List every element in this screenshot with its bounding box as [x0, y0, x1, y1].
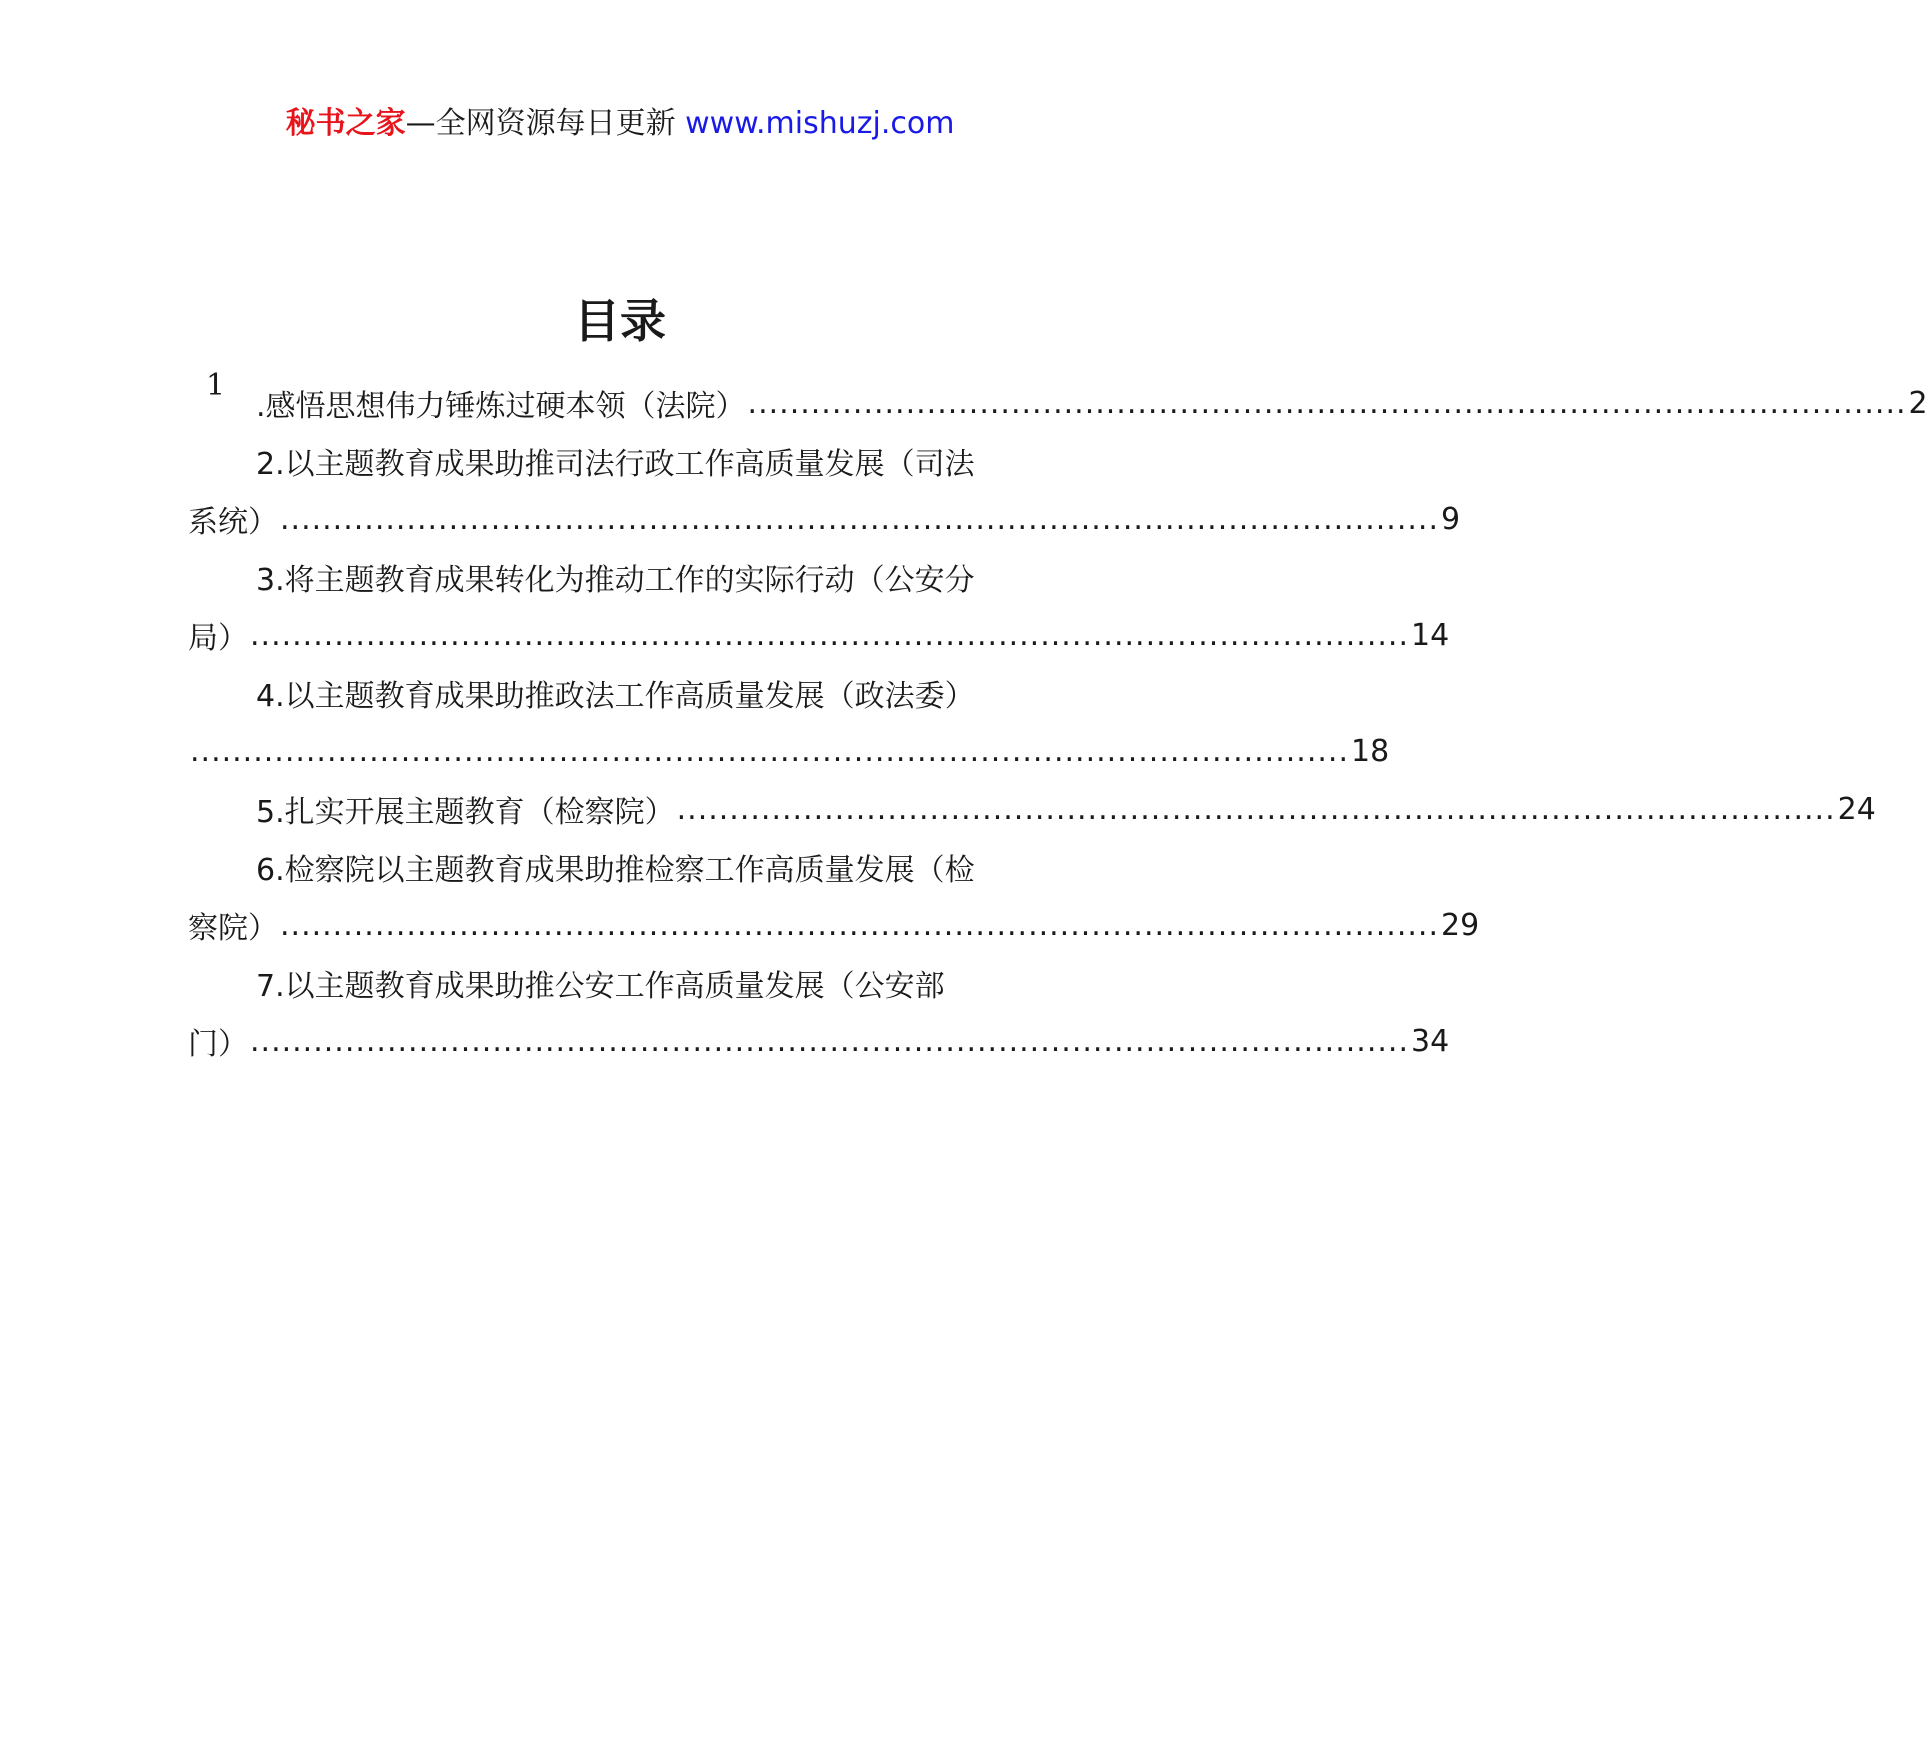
toc-entry-4[interactable]: [256, 668, 1056, 718]
website-link[interactable]: www.mishuzj.com: [685, 106, 955, 141]
toc-entry-6[interactable]: [256, 842, 1056, 892]
toc-leader-dots: ..............................................................................................................: [190, 733, 1349, 769]
toc-page-number: 29: [1440, 907, 1480, 943]
toc-entry-3[interactable]: [256, 552, 1056, 602]
toc-entry-text: 2.以主题教育成果助推司法行政工作高质量发展（司法: [256, 447, 975, 482]
toc-entry-text: 3.将主题教育成果转化为推动工作的实际行动（公安分: [256, 563, 975, 598]
toc-entry-1[interactable]: [256, 378, 1928, 428]
toc-entry-2[interactable]: [256, 436, 1056, 486]
toc-entry-text: 系统）: [188, 505, 278, 540]
toc-page-number: 18: [1350, 733, 1390, 769]
toc-entry-3-continuation[interactable]: [188, 610, 1450, 660]
toc-entry-4-continuation[interactable]: [188, 726, 1390, 776]
toc-entry-text: 6.检察院以主题教育成果助推检察工作高质量发展（检: [256, 853, 975, 888]
toc-page-number: 9: [1440, 501, 1461, 537]
page-title: 目录: [574, 294, 666, 348]
toc-page-number: 2: [1908, 385, 1928, 421]
toc-entry-text: 5.扎实开展主题教育（检察院）: [256, 795, 675, 830]
toc-entry-text: 察院）: [188, 911, 278, 946]
toc-entry-2-continuation[interactable]: [188, 494, 1461, 544]
toc-entry-text: 7.以主题教育成果助推公安工作高质量发展（公安部: [256, 969, 945, 1004]
toc-entry-5[interactable]: [256, 784, 1876, 834]
toc-leader-dots: ..............................................................................................................: [250, 617, 1409, 653]
toc-leader-dots: ..............................................................................................................: [676, 791, 1836, 827]
toc-page-number: 14: [1410, 617, 1450, 653]
page-header: [0, 102, 1240, 146]
toc-leader-dots: ..............................................................................................................: [280, 501, 1439, 537]
toc-entry-6-continuation[interactable]: [188, 900, 1480, 950]
toc-entry-text: 4.以主题教育成果助推政法工作高质量发展（政法委）: [256, 679, 975, 714]
toc-page-number: 24: [1837, 791, 1876, 827]
header-tagline: —全网资源每日更新: [405, 106, 686, 141]
toc-entry-text: 门）: [188, 1027, 248, 1062]
toc-leader-dots: ..............................................................................................................: [250, 1023, 1409, 1059]
toc-leader-dots: ..............................................................................................................: [280, 907, 1439, 943]
stray-number: 1: [206, 368, 226, 403]
toc-entry-7-continuation[interactable]: [188, 1016, 1450, 1066]
toc-entry-text: .感悟思想伟力锤炼过硬本领（法院）: [256, 389, 746, 424]
toc-entry-text: 局）: [188, 621, 248, 656]
brand-name: 秘书之家: [285, 106, 406, 141]
toc-page-number: 34: [1410, 1023, 1450, 1059]
toc-entry-7[interactable]: [256, 958, 1056, 1008]
toc-leader-dots: ..............................................................................................................: [747, 385, 1907, 421]
